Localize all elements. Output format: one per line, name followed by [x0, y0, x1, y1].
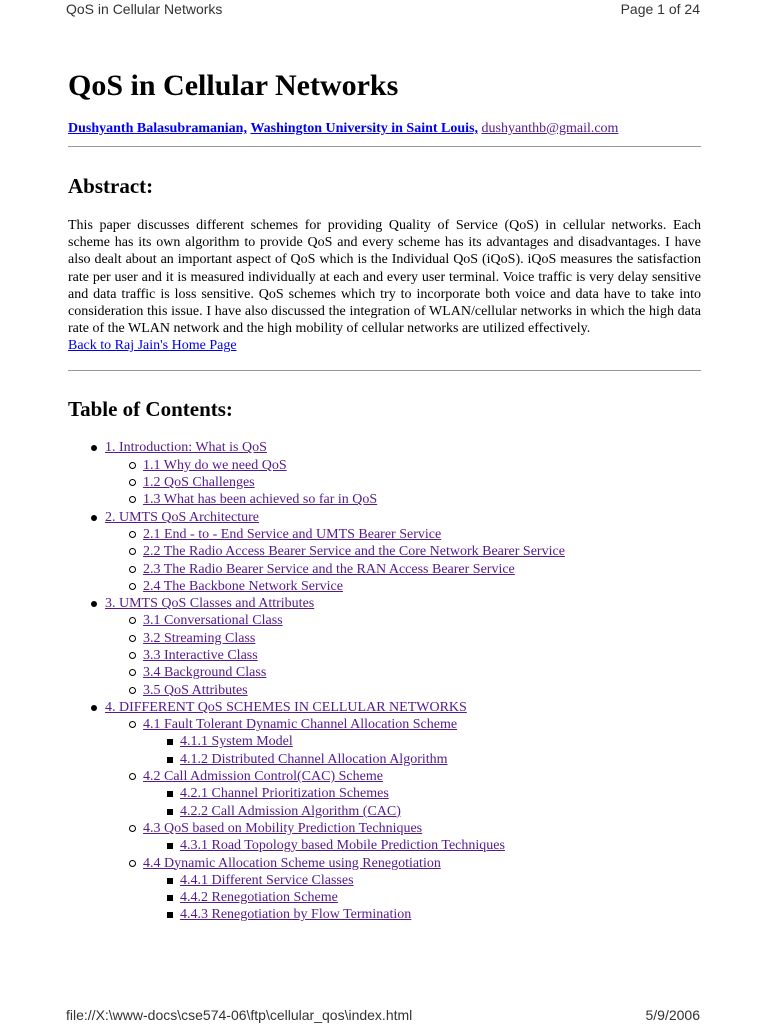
- toc-item: [68, 768, 701, 785]
- print-footer: [66, 1006, 700, 1024]
- toc-link[interactable]: 4.4.1 Different Service Classes: [180, 872, 354, 888]
- toc-item: [68, 561, 701, 578]
- print-header: [66, 0, 700, 18]
- toc-link[interactable]: 2.4 The Backbone Network Service: [143, 578, 343, 594]
- square-bullet-icon: [167, 739, 173, 745]
- divider: [68, 146, 701, 147]
- disc-bullet-icon: [91, 705, 97, 711]
- circle-bullet-icon: [129, 860, 136, 867]
- toc-link[interactable]: 4.1.1 System Model: [180, 734, 293, 750]
- toc-link[interactable]: 3.3 Interactive Class: [143, 647, 258, 663]
- print-header-page-number: Page 1 of 24: [620, 1, 700, 17]
- toc-link[interactable]: 1.3 What has been achieved so far in QoS: [143, 492, 378, 508]
- circle-bullet-icon: [129, 669, 136, 676]
- toc-link[interactable]: 1. Introduction: What is QoS: [105, 440, 267, 456]
- toc-link[interactable]: 2.2 The Radio Access Bearer Service and the Core Network Bearer Service: [143, 544, 565, 560]
- circle-bullet-icon: [129, 721, 136, 728]
- circle-bullet-icon: [129, 773, 136, 780]
- toc-item: [68, 439, 701, 456]
- circle-bullet-icon: [129, 652, 136, 659]
- table-of-contents: [68, 439, 701, 923]
- print-header-title: QoS in Cellular Networks: [66, 1, 223, 17]
- print-footer-url: file://X:\www-docs\cse574-06\ftp\cellular_qos\index.html: [66, 1007, 413, 1023]
- disc-bullet-icon: [91, 445, 97, 451]
- toc-item: [68, 578, 701, 595]
- author-name-link[interactable]: Dushyanth Balasubramanian,: [68, 121, 247, 136]
- toc-item: [68, 664, 701, 681]
- divider: [68, 370, 701, 371]
- toc-link[interactable]: 4.4.2 Renegotiation Scheme: [180, 890, 338, 906]
- square-bullet-icon: [167, 757, 173, 763]
- toc-item: [68, 872, 701, 889]
- toc-item: [68, 803, 701, 820]
- author-line: [68, 120, 701, 138]
- toc-link[interactable]: 3. UMTS QoS Classes and Attributes: [105, 596, 315, 612]
- abstract-text: This paper discusses different schemes for providing Quality of Service (QoS) in cellular networks. Each scheme has its own algorithm to provide QoS and every scheme has its advantages and disadvantages. I have also dealt about an important aspect of QoS which is the Individual QoS (iQoS). iQoS measures the satisfaction rate per user and it is measured individually at each and every user terminal. Voice traffic is very delay sensitive and data traffic is loss sensitive. QoS schemes which try to incorporate both voice and data have to take into consideration this issue. I have also discussed the integration of WLAN/cellular networks in which the high data rate of the WLAN network and the high mobility of cellular networks are utilized effectively.: [68, 218, 701, 337]
- toc-heading: Table of Contents:: [68, 397, 233, 422]
- author-email-link[interactable]: dushyanthb@gmail.com: [481, 121, 619, 136]
- toc-link[interactable]: 4.2.2 Call Admission Algorithm (CAC): [180, 803, 401, 819]
- toc-link[interactable]: 1.2 QoS Challenges: [143, 475, 255, 491]
- circle-bullet-icon: [129, 531, 136, 538]
- page-title: QoS in Cellular Networks: [68, 69, 399, 102]
- document-body: [68, 66, 701, 924]
- disc-bullet-icon: [91, 515, 97, 521]
- toc-link[interactable]: 4.1.2 Distributed Channel Allocation Algorithm: [180, 751, 448, 767]
- toc-item: [68, 491, 701, 508]
- square-bullet-icon: [167, 895, 173, 901]
- toc-item: [68, 595, 701, 612]
- toc-link[interactable]: 4.3 QoS based on Mobility Prediction Techniques: [143, 820, 423, 836]
- toc-item: [68, 474, 701, 491]
- circle-bullet-icon: [129, 825, 136, 832]
- toc-link[interactable]: 2.1 End - to - End Service and UMTS Bearer Service: [143, 526, 442, 542]
- circle-bullet-icon: [129, 566, 136, 573]
- square-bullet-icon: [167, 912, 173, 918]
- print-footer-date: 5/9/2006: [645, 1007, 700, 1023]
- toc-link[interactable]: 3.4 Background Class: [143, 665, 267, 681]
- toc-link[interactable]: 4.3.1 Road Topology based Mobile Prediction Techniques: [180, 838, 505, 854]
- circle-bullet-icon: [129, 548, 136, 555]
- toc-item: [68, 526, 701, 543]
- square-bullet-icon: [167, 791, 173, 797]
- toc-link[interactable]: 4.4 Dynamic Allocation Scheme using Renegotiation: [143, 855, 441, 871]
- toc-link[interactable]: 3.2 Streaming Class: [143, 630, 256, 646]
- toc-link[interactable]: 2.3 The Radio Bearer Service and the RAN Access Bearer Service: [143, 561, 515, 577]
- toc-item: [68, 457, 701, 474]
- toc-link[interactable]: 4.2.1 Channel Prioritization Schemes: [180, 786, 389, 802]
- toc-link[interactable]: 2. UMTS QoS Architecture: [105, 509, 259, 525]
- square-bullet-icon: [167, 878, 173, 884]
- square-bullet-icon: [167, 809, 173, 815]
- toc-link[interactable]: 3.5 QoS Attributes: [143, 682, 248, 698]
- toc-item: [68, 543, 701, 560]
- toc-item: [68, 699, 701, 716]
- circle-bullet-icon: [129, 462, 136, 469]
- toc-item: [68, 889, 701, 906]
- toc-link[interactable]: 4. DIFFERENT QoS SCHEMES IN CELLULAR NETWORKS: [105, 699, 467, 715]
- circle-bullet-icon: [129, 583, 136, 590]
- toc-item: [68, 820, 701, 837]
- toc-item: [68, 612, 701, 629]
- toc-item: [68, 906, 701, 923]
- toc-link[interactable]: 4.1 Fault Tolerant Dynamic Channel Allocation Scheme: [143, 717, 458, 733]
- square-bullet-icon: [167, 843, 173, 849]
- circle-bullet-icon: [129, 617, 136, 624]
- toc-item: [68, 855, 701, 872]
- toc-item: [68, 509, 701, 526]
- toc-link[interactable]: 4.4.3 Renegotiation by Flow Termination: [180, 907, 412, 923]
- toc-item: [68, 682, 701, 699]
- toc-item: [68, 785, 701, 802]
- toc-item: [68, 733, 701, 750]
- toc-item: [68, 647, 701, 664]
- toc-item: [68, 751, 701, 768]
- abstract-heading: Abstract:: [68, 174, 154, 198]
- toc-link[interactable]: 1.1 Why do we need QoS: [143, 457, 287, 473]
- disc-bullet-icon: [91, 601, 97, 607]
- circle-bullet-icon: [129, 479, 136, 486]
- back-to-home-link[interactable]: Back to Raj Jain's Home Page: [68, 338, 237, 354]
- circle-bullet-icon: [129, 635, 136, 642]
- toc-item: [68, 716, 701, 733]
- toc-link[interactable]: 4.2 Call Admission Control(CAC) Scheme: [143, 769, 383, 785]
- circle-bullet-icon: [129, 687, 136, 694]
- circle-bullet-icon: [129, 496, 136, 503]
- toc-item: [68, 630, 701, 647]
- affiliation-link[interactable]: Washington University in Saint Louis,: [250, 121, 479, 136]
- toc-item: [68, 837, 701, 854]
- toc-link[interactable]: 3.1 Conversational Class: [143, 613, 283, 629]
